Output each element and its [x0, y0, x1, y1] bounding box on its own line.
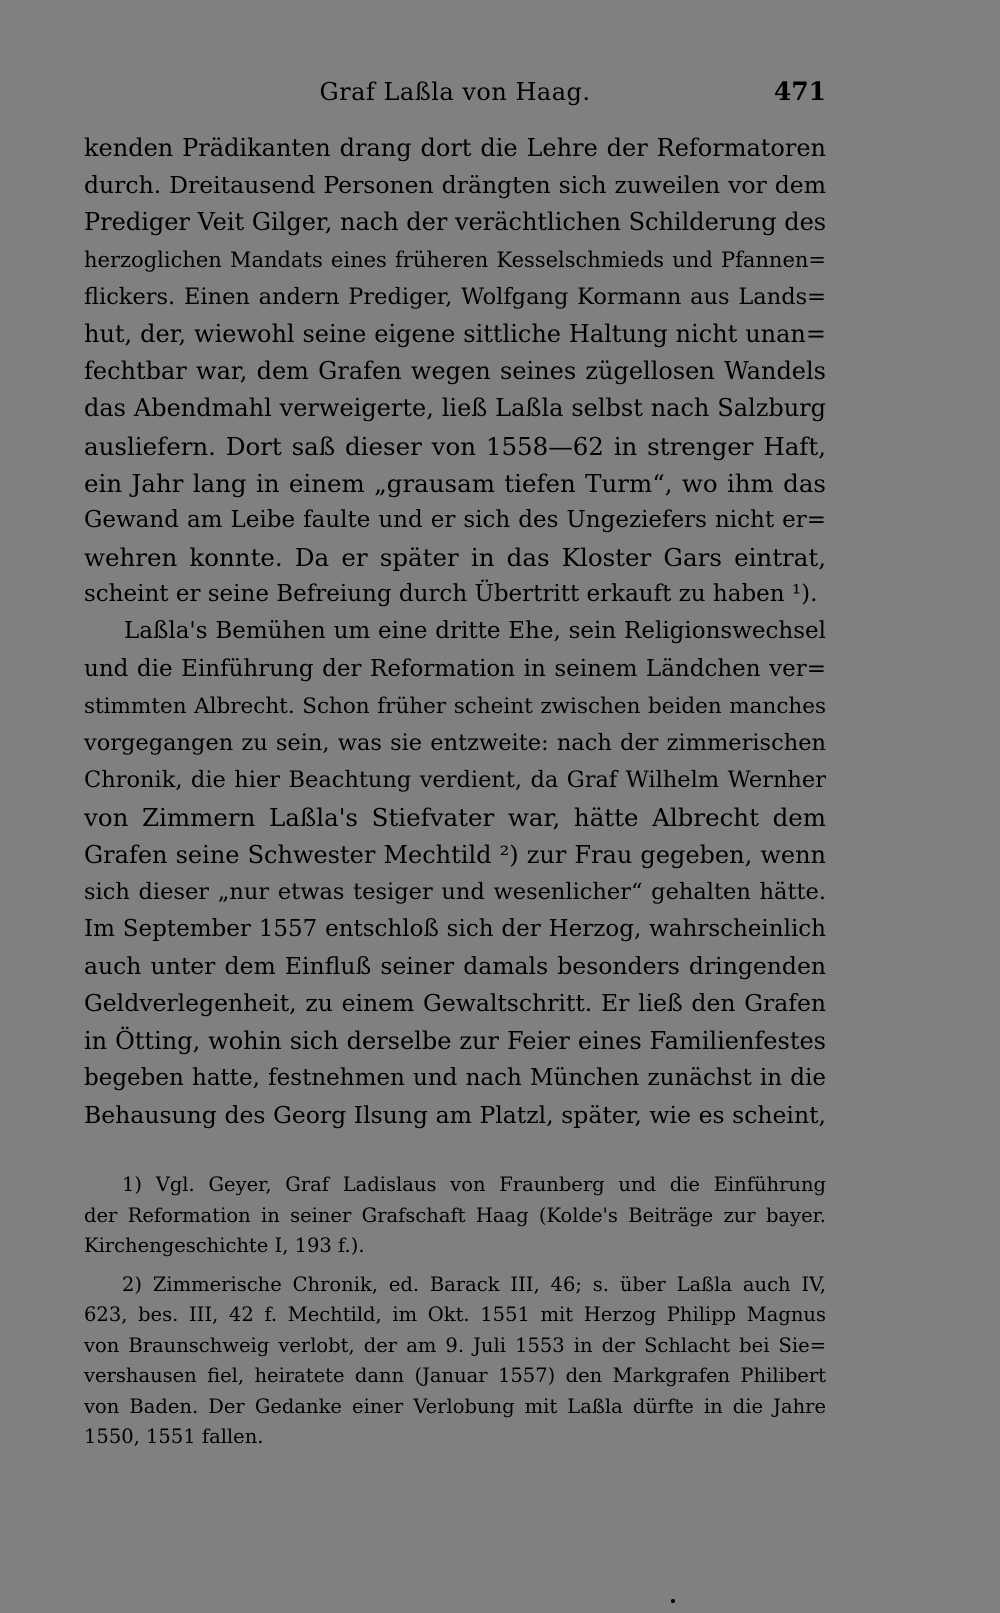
- body-line: durch. Dreitausend Personen drängten sich zuweilen vor dem: [84, 171, 826, 200]
- body-line: Behausung des Georg Ilsung am Platzl, später, wie es scheint,: [84, 1100, 826, 1129]
- running-title: Graf Laßla von Haag.: [319, 78, 591, 106]
- body-line: Laßla's Bemühen um eine dritte Ehe, sein Religionswechsel: [124, 618, 826, 645]
- body-line: hut, der, wiewohl seine eigene sittliche Haltung nicht unan=: [84, 319, 826, 348]
- body-line: wehren konnte. Da er später in das Kloster Gars eintrat,: [84, 543, 826, 573]
- body-line: und die Einführung der Reformation in seinem Ländchen ver=: [84, 655, 826, 682]
- print-speck: [671, 1599, 675, 1603]
- body-line: fechtbar war, dem Grafen wegen seines zügellosen Wandels: [84, 357, 826, 386]
- footnotes: [84, 1170, 826, 1453]
- footnote-gap: [84, 1262, 826, 1270]
- footnote-line: 1) Vgl. Geyer, Graf Ladislaus von Fraunberg und die Einführung: [122, 1173, 826, 1196]
- footnote-line: 1550, 1551 fallen.: [84, 1425, 264, 1448]
- footnote-line: von Baden. Der Gedanke einer Verlobung mit Laßla dürfte in die Jahre: [84, 1394, 826, 1418]
- body-line: scheint er seine Befreiung durch Übertritt erkauft zu haben ¹).: [84, 581, 818, 608]
- body-line: begeben hatte, festnehmen und nach München zunächst in die: [84, 1064, 826, 1091]
- body-line: auch unter dem Einfluß seiner damals besonders dringenden: [84, 952, 826, 981]
- footnote-line: der Reformation in seiner Grafschaft Haag (Kolde's Beiträge zur bayer.: [84, 1203, 826, 1227]
- body-line: stimmten Albrecht. Schon früher scheint zwischen beiden manches: [84, 693, 826, 719]
- body-line: Chronik, die hier Beachtung verdient, da Graf Wilhelm Wernher: [84, 767, 826, 794]
- body-line: flickers. Einen andern Prediger, Wolfgang Kormann aus Lands=: [84, 283, 826, 310]
- body-line: vorgegangen zu sein, was sie entzweite: nach der zimmerischen: [84, 730, 826, 756]
- footnote-line: 2) Zimmerische Chronik, ed. Barack III, 46; s. über Laßla auch IV,: [122, 1272, 826, 1296]
- body-line: herzoglichen Mandats eines früheren Kesselschmieds und Pfannen=: [84, 247, 826, 272]
- body-line: von Zimmern Laßla's Stiefvater war, hätte Albrecht dem: [84, 803, 826, 833]
- footnote-line: von Braunschweig verlobt, der am 9. Juli 1553 in der Schlacht bei Sie=: [84, 1333, 826, 1357]
- body-line: in Ötting, wohin sich derselbe zur Feier eines Familienfestes: [84, 1026, 826, 1055]
- body-line: Gewand am Leibe faulte und er sich des Ungeziefers nicht er=: [84, 506, 826, 533]
- footnote-line: vershausen fiel, heiratete dann (Januar 1557) den Markgrafen Philibert: [84, 1364, 826, 1387]
- running-head: [84, 74, 826, 110]
- body-line: ausliefern. Dort saß dieser von 1558—62 in strenger Haft,: [84, 431, 826, 461]
- body-line: Im September 1557 entschloß sich der Herzog, wahrscheinlich: [84, 915, 826, 942]
- page-number: 471: [773, 77, 826, 106]
- body-line: Grafen seine Schwester Mechtild ²) zur Frau gegeben, wenn: [84, 840, 826, 869]
- body-line: kenden Prädikanten drang dort die Lehre der Reformatoren: [84, 134, 826, 162]
- footnote-line: Kirchengeschichte I, 193 f.).: [84, 1234, 365, 1257]
- body-line: das Abendmahl verweigerte, ließ Laßla selbst nach Salzburg: [84, 394, 826, 423]
- body-line: Geldverlegenheit, zu einem Gewaltschritt. Er ließ den Grafen: [84, 989, 826, 1018]
- body-line: Prediger Veit Gilger, nach der verächtlichen Schilderung des: [84, 208, 827, 237]
- footnote-line: 623, bes. III, 42 f. Mechtild, im Okt. 1551 mit Herzog Philipp Magnus: [84, 1303, 826, 1326]
- body-text: [84, 130, 826, 1134]
- body-line: ein Jahr lang in einem „grausam tiefen Turm“, wo ihm das: [84, 468, 826, 498]
- body-line: sich dieser „nur etwas tesiger und wesenlicher“ gehalten hätte.: [84, 878, 826, 905]
